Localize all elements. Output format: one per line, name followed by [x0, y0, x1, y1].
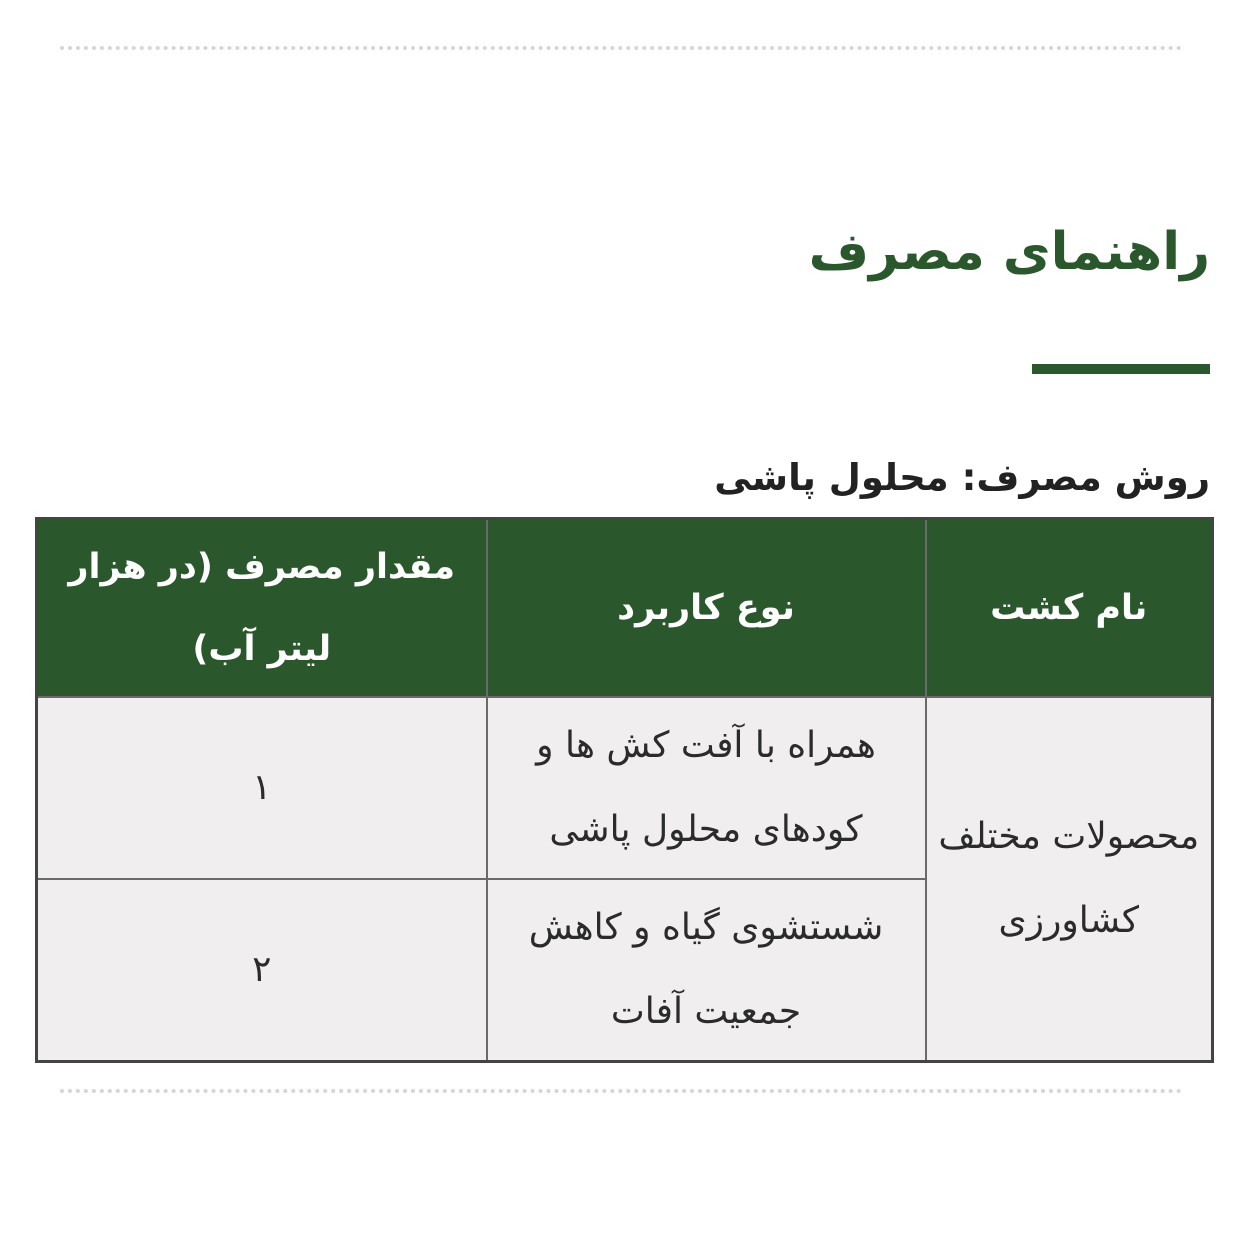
crop-name-cell: محصولات مختلف کشاورزی — [926, 697, 1213, 1062]
usage-table — [35, 517, 1214, 1063]
amount-cell: ۲ — [37, 879, 487, 1062]
header-crop-name: نام کشت — [926, 519, 1213, 698]
header-usage-type: نوع کاربرد — [487, 519, 926, 698]
header-amount: مقدار مصرف (در هزار لیتر آب) — [37, 519, 487, 698]
top-dotted-divider — [60, 46, 1182, 50]
page-title: راهنمای مصرف — [808, 222, 1210, 282]
table-header-row — [37, 519, 1213, 698]
title-underline — [1032, 364, 1210, 374]
table-row — [37, 697, 1213, 879]
usage-method-label: روش مصرف: محلول پاشی — [714, 456, 1210, 499]
amount-cell: ۱ — [37, 697, 487, 879]
usage-type-cell: شستشوی گیاه و کاهش جمعیت آفات — [487, 879, 926, 1062]
bottom-dotted-divider — [60, 1089, 1182, 1093]
usage-type-cell: همراه با آفت کش ها و کودهای محلول پاشی — [487, 697, 926, 879]
